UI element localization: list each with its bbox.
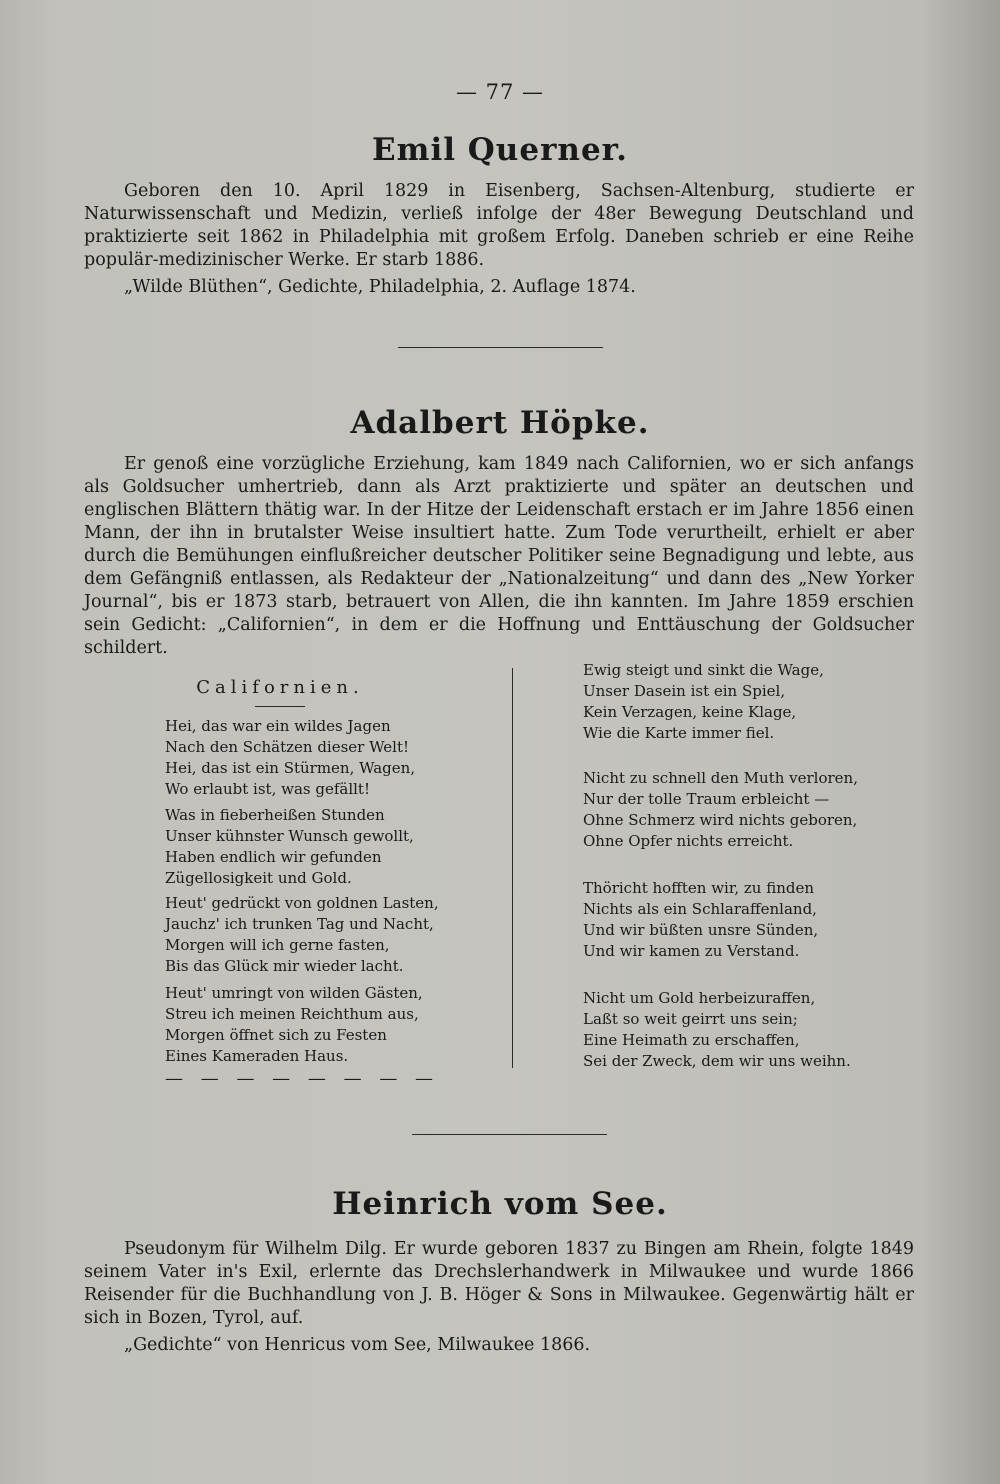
poem-line: Und wir kamen zu Verstand. bbox=[583, 942, 800, 960]
poem-line: Morgen will ich gerne fasten, bbox=[165, 936, 390, 954]
poem-line: Nur der tolle Traum erbleicht — bbox=[583, 790, 830, 808]
poem-line: Haben endlich wir gefunden bbox=[165, 848, 382, 866]
poem-line: Kein Verzagen, keine Klage, bbox=[583, 703, 797, 721]
section-title-vom-see: Heinrich vom See. bbox=[332, 1186, 668, 1222]
poem-line: Sei der Zweck, dem wir uns weihn. bbox=[583, 1052, 851, 1070]
page-number: — 77 — bbox=[455, 80, 545, 104]
poem-line: Nach den Schätzen dieser Welt! bbox=[165, 738, 410, 756]
poem-stanza bbox=[583, 768, 858, 852]
poem-line: Unser kühnster Wunsch gewollt, bbox=[165, 827, 414, 845]
poem-line: Eine Heimath zu erschaffen, bbox=[583, 1031, 800, 1049]
poem-stanza bbox=[583, 878, 818, 962]
poem-line: Nicht um Gold herbeizuraffen, bbox=[583, 989, 816, 1007]
poem-line: Hei, das war ein wildes Jagen bbox=[165, 717, 391, 735]
poem-stanza bbox=[165, 805, 414, 889]
poem-line: Heut' gedrückt von goldnen Lasten, bbox=[165, 894, 439, 912]
poem-line: Morgen öffnet sich zu Festen bbox=[165, 1026, 387, 1044]
poem-stanza bbox=[583, 988, 851, 1072]
poem-line: Nicht zu schnell den Muth verloren, bbox=[583, 769, 858, 787]
poem-line: Heut' umringt von wilden Gästen, bbox=[165, 984, 423, 1002]
poem-line: Ohne Opfer nichts erreicht. bbox=[583, 832, 794, 850]
poem-stanza bbox=[583, 660, 824, 744]
poem-stanza bbox=[165, 983, 423, 1067]
poem-line: Wo erlaubt ist, was gefällt! bbox=[165, 780, 370, 798]
poem-line: Unser Dasein ist ein Spiel, bbox=[583, 682, 786, 700]
poem-line: Was in fieberheißen Stunden bbox=[165, 806, 385, 824]
poem-title: Californien. bbox=[196, 677, 364, 698]
poem-stanza bbox=[165, 893, 439, 977]
poem-line: Laßt so weit geirrt uns sein; bbox=[583, 1010, 798, 1028]
poem-line: Ohne Schmerz wird nichts geboren, bbox=[583, 811, 858, 829]
section-paragraph-vom-see-work: „Gedichte“ von Henricus vom See, Milwaukee 1866. bbox=[124, 1335, 591, 1355]
section-paragraph-querner-bio: Geboren den 10. April 1829 in Eisenberg, Sachsen-Altenburg, studierte er Naturwissenschaft und Medizin, verließ infolge der 48er Bewegung Deutschland und praktizierte seit 1862 in Philadelphia mit großem Erfolg. Daneben schrieb er eine Reihe populär-medizinischer Werke. Er starb 1886. bbox=[84, 181, 914, 270]
poem-line: Hei, das ist ein Stürmen, Wagen, bbox=[165, 759, 416, 777]
section-paragraph-hoepke-bio: Er genoß eine vorzügliche Erziehung, kam 1849 nach Californien, wo er sich anfangs als Goldsucher umhertrieb, dann als Arzt praktizierte und später an deutschen und englischen Blättern thätig war. In der Hitze der Leidenschaft erstach er im Jahre 1856 einen Mann, der ihn in brutalster Weise insultiert hatte. Zum Tode verurtheilt, erhielt er aber durch die Bemühungen einflußreicher deutscher Politiker seine Begnadigung und lebte, aus dem Gefängniß entlassen, als Redakteur der „Nationalzeitung“ und dann des „New Yorker Journal“, bis er 1873 starb, betrauert von Allen, die ihn kannten. Im Jahre 1859 erschien sein Gedicht: „Californien“, in dem er die Hoffnung und Enttäuschung der Goldsucher schildert. bbox=[84, 454, 914, 658]
poem-title-rule bbox=[255, 706, 305, 707]
poem-line: Und wir büßten unsre Sünden, bbox=[583, 921, 819, 939]
poem-line: Nichts als ein Schlaraffenland, bbox=[583, 900, 817, 918]
section-divider bbox=[412, 1134, 607, 1135]
poem-line: Wie die Karte immer fiel. bbox=[583, 724, 775, 742]
poem-line: Jauchz' ich trunken Tag und Nacht, bbox=[165, 915, 434, 933]
poem-line: Ewig steigt und sinkt die Wage, bbox=[583, 661, 824, 679]
poem-end-dashes: — — — — — — — — bbox=[165, 1068, 440, 1089]
poem-line: Thöricht hofften wir, zu finden bbox=[583, 879, 815, 897]
poem-line: Bis das Glück mir wieder lacht. bbox=[165, 957, 404, 975]
section-paragraph-querner-work: „Wilde Blüthen“, Gedichte, Philadelphia, 2. Auflage 1874. bbox=[124, 277, 636, 297]
poem-line: Streu ich meinen Reichthum aus, bbox=[165, 1005, 419, 1023]
section-title-querner: Emil Querner. bbox=[372, 132, 628, 168]
poem-line: Zügellosigkeit und Gold. bbox=[165, 869, 352, 887]
section-paragraph-vom-see-bio: Pseudonym für Wilhelm Dilg. Er wurde geboren 1837 zu Bingen am Rhein, folgte 1849 seinem Vater in's Exil, erlernte das Drechslerhandwerk in Milwaukee und wurde 1866 Reisender für die Buchhandlung von J. B. Höger & Sons in Milwaukee. Gegenwärtig hält er sich in Bozen, Tyrol, auf. bbox=[84, 1239, 914, 1328]
poem-line: Eines Kameraden Haus. bbox=[165, 1047, 349, 1065]
poem-column-divider bbox=[512, 668, 513, 1068]
poem-stanza bbox=[165, 716, 415, 800]
section-title-hoepke: Adalbert Höpke. bbox=[350, 405, 650, 441]
section-divider bbox=[398, 347, 603, 348]
